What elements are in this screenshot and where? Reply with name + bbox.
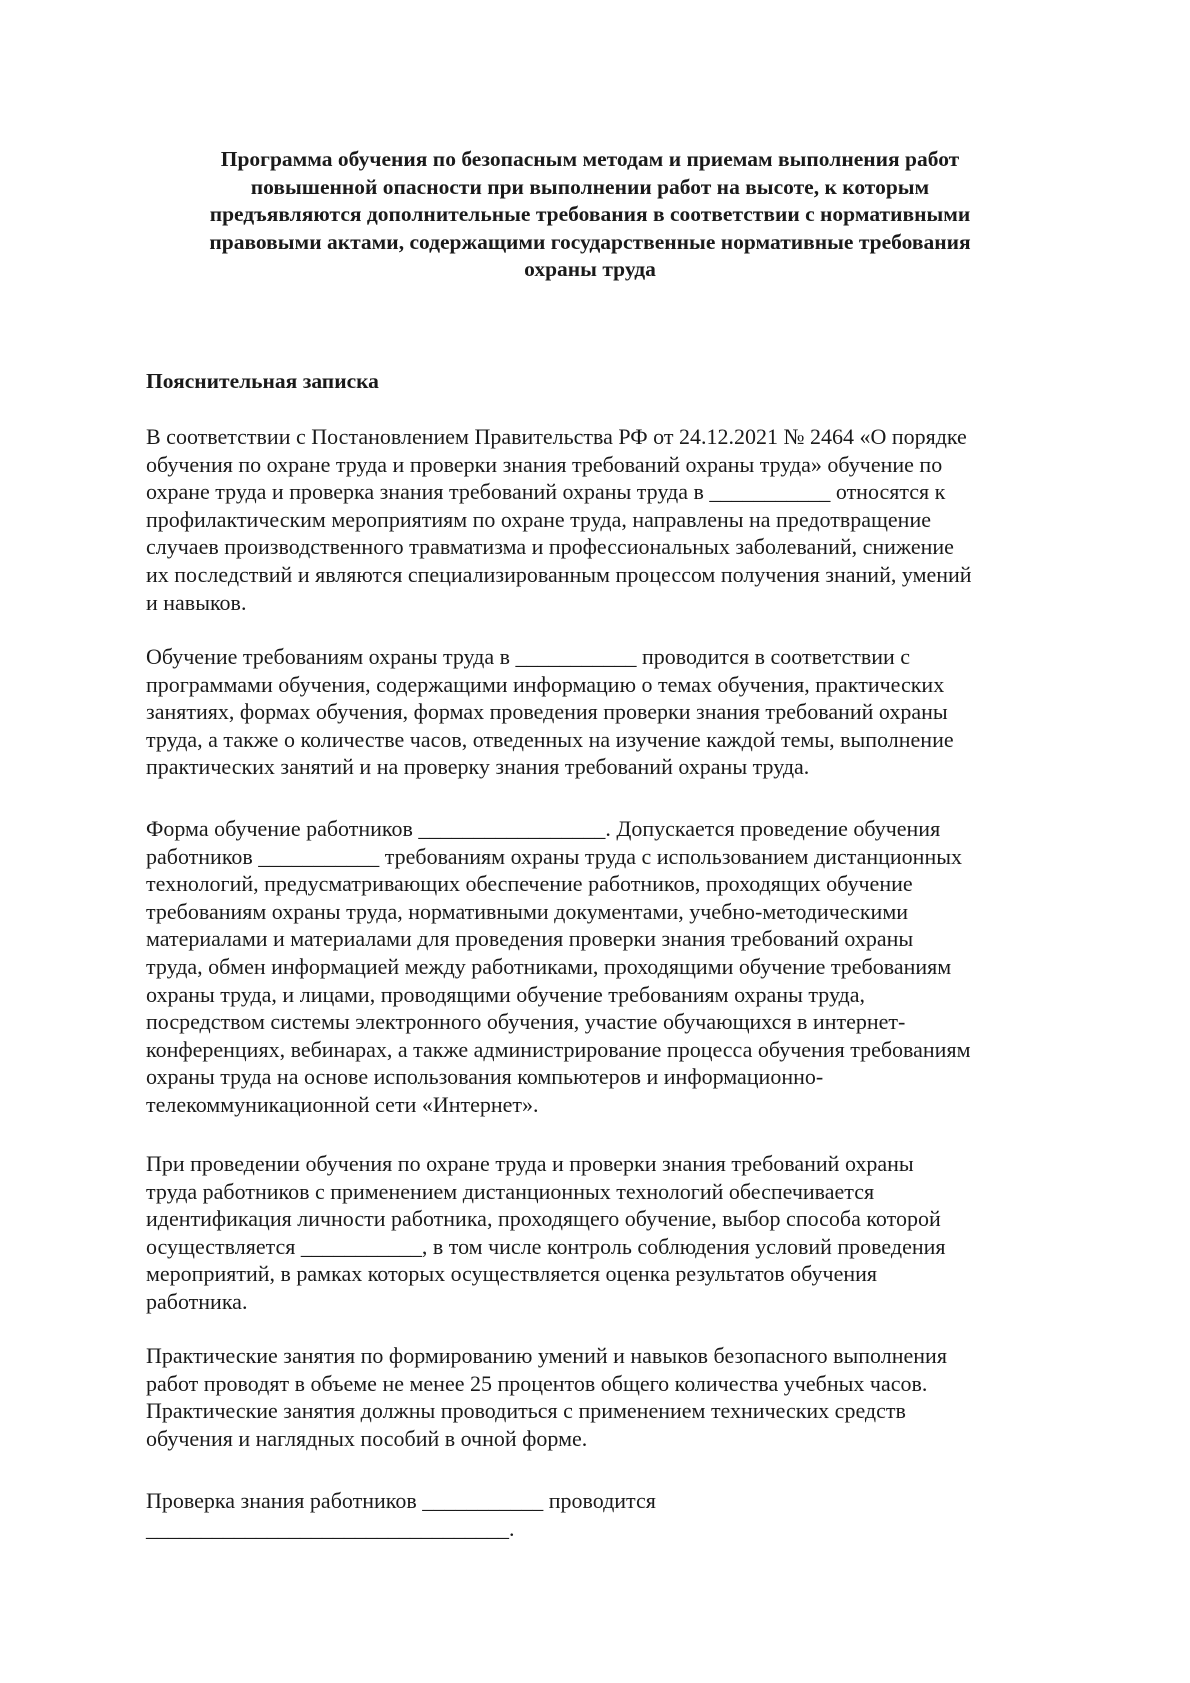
text-line: конференциях, вебинарах, а также администрирование процесса обучения требованиям: [146, 1036, 971, 1062]
title-line: Программа обучения по безопасным методам и приемам выполнения работ: [220, 147, 960, 171]
text-line: требованиям охраны труда, нормативными документами, учебно-методическими: [146, 898, 909, 924]
text-line: посредством системы электронного обучения, участие обучающихся в интернет-: [146, 1009, 906, 1035]
text-line: обучения по охране труда и проверки знания требований охраны труда» обучение по: [146, 451, 943, 477]
title-line: предъявляются дополнительные требования в соответствии с нормативными: [209, 202, 971, 226]
document-title: [150, 146, 1030, 284]
text-line: охраны труда на основе использования компьютеров и информационно-: [146, 1064, 824, 1090]
text-line: работников ___________ требованиям охраны труда с использованием дистанционных: [146, 843, 962, 869]
text-line: практических занятий и на проверку знания требований охраны труда.: [146, 754, 810, 780]
paragraph-remote-identification: [146, 1150, 1076, 1316]
text-line: труда работников с применением дистанционных технологий обеспечивается: [146, 1178, 875, 1204]
text-line: охране труда и проверка знания требований охраны труда в ___________ относятся к: [146, 479, 946, 505]
text-line: В соответствии с Постановлением Правительства РФ от 24.12.2021 № 2464 «О порядке: [146, 424, 967, 449]
text-line: осуществляется ___________, в том числе контроль соблюдения условий проведения: [146, 1233, 946, 1259]
text-line: Практические занятия должны проводиться с применением технических средств: [146, 1398, 906, 1424]
text-line: и навыков.: [146, 589, 247, 615]
text-line: Проверка знания работников ___________ проводится: [146, 1488, 656, 1513]
text-line: При проведении обучения по охране труда и проверки знания требований охраны: [146, 1151, 914, 1176]
paragraph-knowledge-check: [146, 1487, 1076, 1542]
text-line: программами обучения, содержащими информацию о темах обучения, практических: [146, 671, 945, 697]
text-line: занятиях, формах обучения, формах проведения проверки знания требований охраны: [146, 699, 948, 725]
text-line: мероприятий, в рамках которых осуществляется оценка результатов обучения: [146, 1261, 878, 1287]
text-line: работ проводят в объеме не менее 25 процентов общего количества учебных часов.: [146, 1370, 928, 1396]
text-line: идентификация личности работника, проходящего обучение, выбор способа которой: [146, 1206, 941, 1232]
text-line: случаев производственного травматизма и профессиональных заболеваний, снижение: [146, 534, 954, 560]
text-line: Обучение требованиям охраны труда в ___________ проводится в соответствии с: [146, 644, 911, 669]
text-line: материалами и материалами для проведения проверки знания требований охраны: [146, 926, 914, 952]
text-line: Форма обучение работников _________________. Допускается проведение обучения: [146, 816, 941, 841]
title-line: повышенной опасности при выполнении работ на высоте, к которым: [250, 174, 930, 199]
paragraph-legal-basis: [146, 423, 1076, 616]
text-line: профилактическим мероприятиям по охране труда, направлены на предотвращение: [146, 506, 931, 532]
text-line: работника.: [146, 1288, 248, 1314]
text-line: обучения и наглядных пособий в очной форме.: [146, 1425, 588, 1451]
text-line: труда, обмен информацией между работниками, проходящими обучение требованиям: [146, 953, 952, 979]
text-line: телекоммуникационной сети «Интернет».: [146, 1091, 539, 1117]
text-line: охраны труда, и лицами, проводящими обучение требованиям охраны труда,: [146, 981, 866, 1007]
paragraph-practical-classes: [146, 1342, 1076, 1452]
text-line: _________________________________.: [146, 1515, 515, 1541]
paragraph-training-programs: [146, 643, 1076, 781]
text-line: Практические занятия по формированию умений и навыков безопасного выполнения: [146, 1343, 947, 1368]
title-line: правовыми актами, содержащими государственные нормативные требования: [209, 229, 971, 254]
title-line: охраны труда: [524, 257, 656, 281]
paragraph-training-form: [146, 815, 1076, 1119]
section-heading: Пояснительная записка: [146, 369, 379, 393]
text-line: технологий, предусматривающих обеспечение работников, проходящих обучение: [146, 871, 913, 897]
text-line: их последствий и являются специализированным процессом получения знаний, умений: [146, 561, 972, 587]
text-line: труда, а также о количестве часов, отведенных на изучение каждой темы, выполнение: [146, 726, 954, 752]
